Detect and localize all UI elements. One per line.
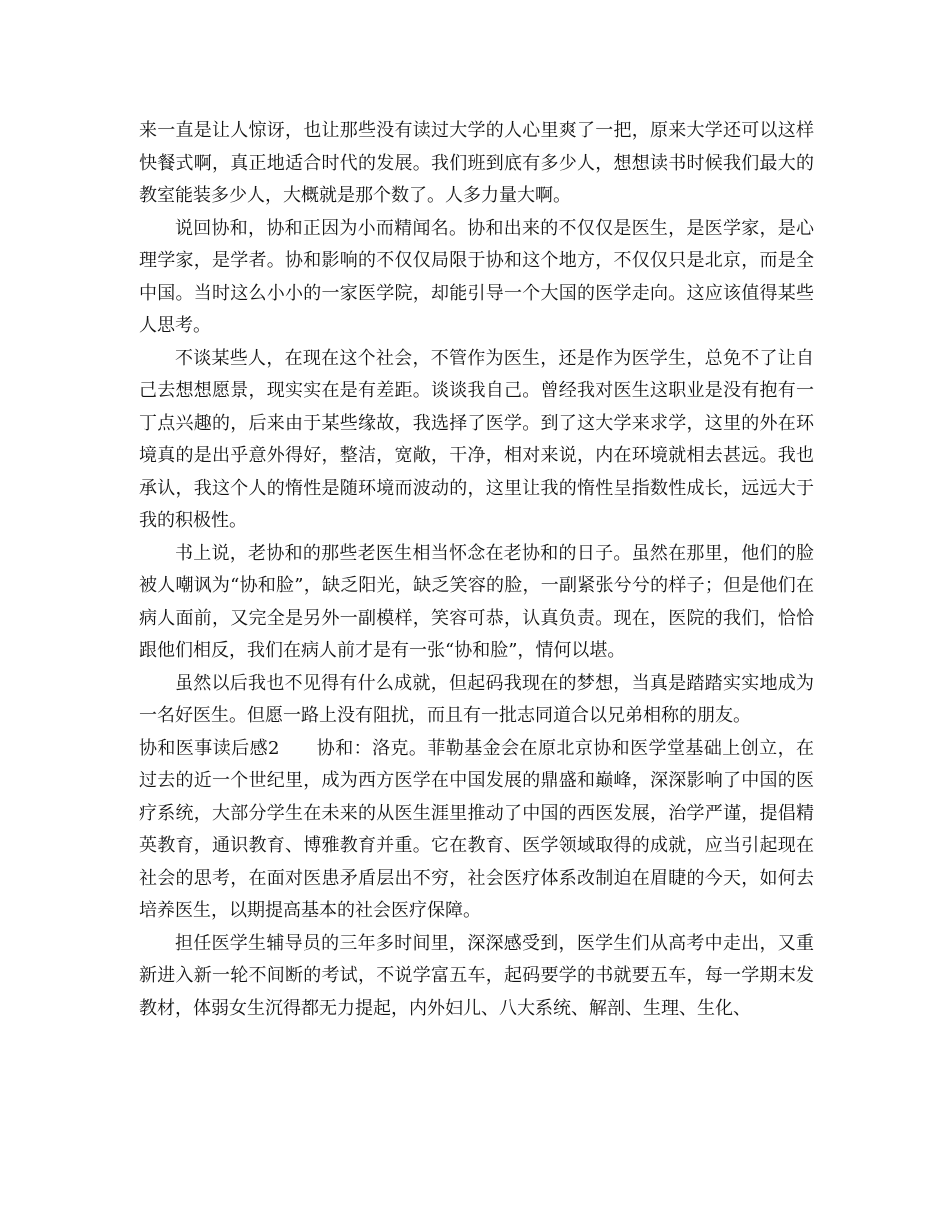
paragraph-5: 虽然以后我也不见得有什么成就，但起码我现在的梦想，当真是踏踏实实地成为一名好医生。但愿一路上没有阻扰，而且有一批志同道合以兄弟相称的朋友。 (139, 672, 814, 726)
paragraph-1: 来一直是让人惊讶，也让那些没有读过大学的人心里爽了一把，原来大学还可以这样快餐式啊，真正地适合时代的发展。我们班到底有多少人，想想读书时候我们最大的教室能装多少人，大概就是那个数了。人多力量大啊。 (139, 120, 814, 206)
paragraph-7: 担任医学生辅导员的三年多时间里，深深感受到，医学生们从高考中走出，又重新进入新一轮不间断的考试，不说学富五车，起码要学的书就要五车，每一学期末发教材，体弱女生沉得都无力提起，内外妇儿、八大系统、解剖、生理、生化、 (139, 932, 814, 1019)
paragraph-3: 不谈某些人，在现在这个社会，不管作为医生，还是作为医学生，总免不了让自己去想想愿景，现实实在是有差距。谈谈我自己。曾经我对医生这职业是没有抱有一丁点兴趣的，后来由于某些缘故，我选择了医学。到了这大学来求学，这里的外在环境真的是出乎意外得好，整洁，宽敞，干净，相对来说，内在环境就相去甚远。我也承认，我这个人的惰性是随环境而波动的，这里让我的惰性呈指数性成长，远远大于我的积极性。 (139, 347, 814, 531)
paragraph-4: 书上说，老协和的那些老医生相当怀念在老协和的日子。虽然在那里，他们的脸被人嘲讽为“协和脸”，缺乏阳光，缺乏笑容的脸，一副紧张兮兮的样子；但是他们在病人面前，又完全是另外一副模样，笑容可恭，认真负责。现在，医院的我们，恰恰跟他们相反，我们在病人前才是有一张“协和脸”，情何以堪。 (139, 542, 814, 661)
document-body (139, 115, 814, 1025)
paragraph-6-section-title: 协和医事读后感2 协和：洛克。菲勒基金会在原北京协和医学堂基础上创立，在过去的近一个世纪里，成为西方医学在中国发展的鼎盛和巅峰，深深影响了中国的医疗系统，大部分学生在未来的从医生涯里推动了中国的西医发展，治学严谨，提倡精英教育，通识教育、博雅教育并重。它在教育、医学领域取得的成就，应当引起现在社会的思考，在面对医患矛盾层出不穷，社会医疗体系改制迫在眉睫的今天，如何去培养医生，以期提高基本的社会医疗保障。 (139, 737, 814, 921)
paragraph-2: 说回协和，协和正因为小而精闻名。协和出来的不仅仅是医生，是医学家，是心理学家，是学者。协和影响的不仅仅局限于协和这个地方，不仅仅只是北京，而是全中国。当时这么小小的一家医学院，却能引导一个大国的医学走向。这应该值得某些人思考。 (139, 217, 814, 336)
